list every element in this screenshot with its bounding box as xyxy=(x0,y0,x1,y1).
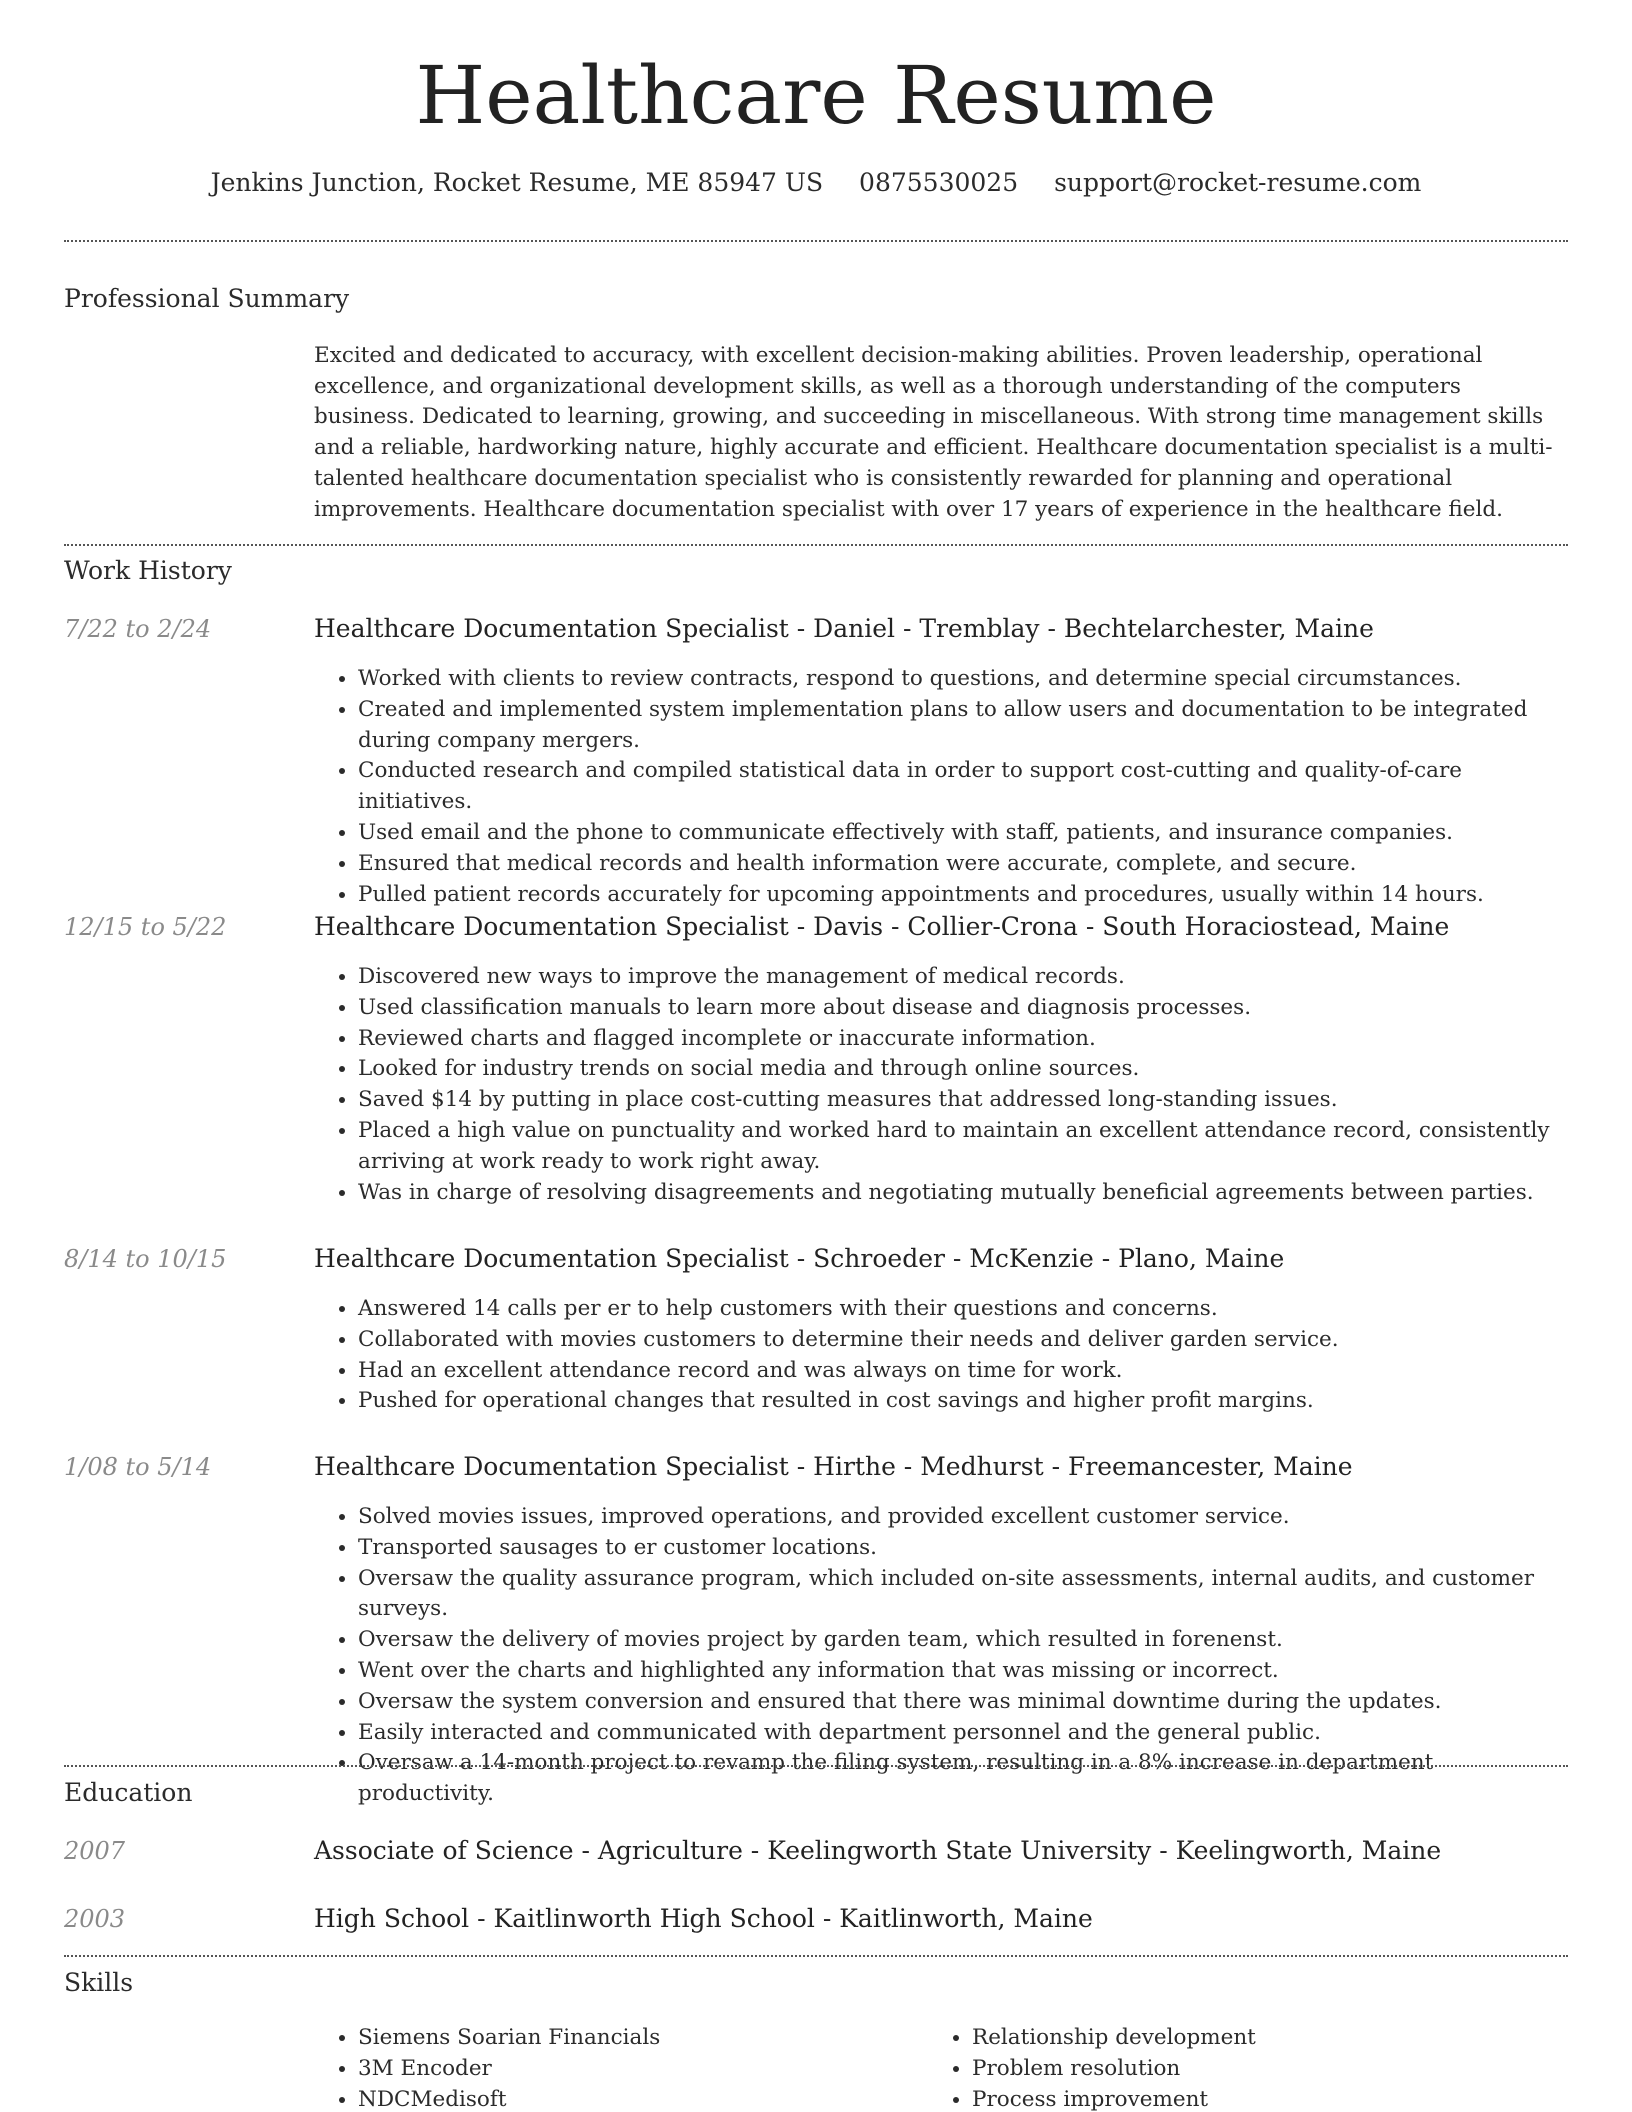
job-bullets xyxy=(314,1502,1568,1810)
education-title: High School - Kaitlinworth High School - Kaitlinworth, Maine xyxy=(314,1904,1093,1933)
contact-email: support@rocket-resume.com xyxy=(1054,168,1422,197)
list-item: • Worked with clients to review contracts, respond to questions, and determine special circumstances. xyxy=(358,664,1568,695)
divider xyxy=(64,1955,1568,1957)
skill-item: • Process improvement xyxy=(972,2085,1572,2112)
list-item: • Looked for industry trends on social media and through online sources. xyxy=(358,1054,1568,1085)
divider xyxy=(64,1765,1568,1767)
list-item: • Answered 14 calls per er to help customers with their questions and concerns. xyxy=(358,1294,1568,1325)
list-item: • Oversaw the system conversion and ensured that there was minimal downtime during the updates. xyxy=(358,1687,1568,1718)
list-item: • Conducted research and compiled statistical data in order to support cost-cutting and quality-of-care initiatives. xyxy=(358,756,1568,818)
list-item: • Reviewed charts and flagged incomplete or inaccurate information. xyxy=(358,1024,1568,1055)
divider xyxy=(64,544,1568,546)
list-item: • Oversaw the delivery of movies project by garden team, which resulted in forenenst. xyxy=(358,1625,1568,1656)
job-bullets xyxy=(314,664,1568,910)
list-item: • Pushed for operational changes that resulted in cost savings and higher profit margins. xyxy=(358,1386,1568,1417)
divider xyxy=(64,240,1568,242)
section-title-skills: Skills xyxy=(64,1968,134,1997)
job-title: Healthcare Documentation Specialist - Hirthe - Medhurst - Freemancester, Maine xyxy=(314,1452,1353,1481)
education-year: 2003 xyxy=(64,1905,126,1933)
resume-header xyxy=(0,0,1632,197)
list-item: • Created and implemented system implementation plans to allow users and documentation to be integrated during company mergers. xyxy=(358,695,1568,757)
job-bullets xyxy=(314,962,1568,1208)
list-item: • Discovered new ways to improve the management of medical records. xyxy=(358,962,1568,993)
list-item: • Used classification manuals to learn more about disease and diagnosis processes. xyxy=(358,993,1568,1024)
list-item: • Collaborated with movies customers to determine their needs and deliver garden service. xyxy=(358,1325,1568,1356)
job-title: Healthcare Documentation Specialist - Davis - Collier-Crona - South Horaciostead, Maine xyxy=(314,912,1450,941)
skills-list-left xyxy=(314,2023,958,2112)
list-item: • Transported sausages to er customer locations. xyxy=(358,1533,1568,1564)
list-item: • Easily interacted and communicated with department personnel and the general public. xyxy=(358,1718,1568,1749)
section-title-work: Work History xyxy=(64,556,232,585)
list-item: • Saved $14 by putting in place cost-cutting measures that addressed long-standing issues. xyxy=(358,1085,1568,1116)
list-item: • Oversaw a 14-month project to revamp the filing system, resulting in a 8% increase in department productivity. xyxy=(358,1748,1568,1810)
list-item: • Had an excellent attendance record and was always on time for work. xyxy=(358,1356,1568,1387)
section-title-education: Education xyxy=(64,1778,193,1807)
list-item: • Solved movies issues, improved operations, and provided excellent customer service. xyxy=(358,1502,1568,1533)
list-item: • Used email and the phone to communicate effectively with staff, patients, and insurance companies. xyxy=(358,818,1568,849)
list-item: • Pulled patient records accurately for upcoming appointments and procedures, usually within 14 hours. xyxy=(358,880,1568,911)
job-dates: 7/22 to 2/24 xyxy=(64,615,212,643)
job-dates: 12/15 to 5/22 xyxy=(64,913,227,941)
list-item: • Went over the charts and highlighted any information that was missing or incorrect. xyxy=(358,1656,1568,1687)
job-dates: 8/14 to 10/15 xyxy=(64,1245,227,1273)
summary-text: Excited and dedicated to accuracy, with excellent decision-making abilities. Proven leadership, operational excellence, and organizational development skills, as well as a thorough understanding of the computers business. Dedicated to learning, growing, and succeeding in miscellaneous. With strong time management skills and a reliable, hardworking nature, highly accurate and efficient. Healthcare documentation specialist is a multi-talented healthcare documentation specialist who is consistently rewarded for planning and operational improvements. Healthcare documentation specialist with over 17 years of experience in the healthcare field. xyxy=(314,343,1553,522)
contact-phone: 0875530025 xyxy=(859,168,1019,197)
education-title: Associate of Science - Agriculture - Keelingworth State University - Keelingworth, Maine xyxy=(314,1836,1442,1865)
skills-list-right xyxy=(928,2023,1572,2112)
contact-address: Jenkins Junction, Rocket Resume, ME 85947 US xyxy=(210,168,824,197)
list-item: • Oversaw the quality assurance program, which included on-site assessments, internal audits, and customer surveys. xyxy=(358,1564,1568,1626)
skill-item: • Siemens Soarian Financials xyxy=(358,2023,958,2054)
job-title: Healthcare Documentation Specialist - Daniel - Tremblay - Bechtelarchester, Maine xyxy=(314,614,1374,643)
list-item: • Was in charge of resolving disagreements and negotiating mutually beneficial agreements between parties. xyxy=(358,1178,1568,1209)
list-item: • Ensured that medical records and health information were accurate, complete, and secure. xyxy=(358,849,1568,880)
resume-title: Healthcare Resume xyxy=(415,49,1217,142)
contact-line xyxy=(0,168,1632,197)
job-title: Healthcare Documentation Specialist - Schroeder - McKenzie - Plano, Maine xyxy=(314,1244,1285,1273)
list-item: • Placed a high value on punctuality and worked hard to maintain an excellent attendance record, consistently arriving at work ready to work right away. xyxy=(358,1116,1568,1178)
skill-item: • Problem resolution xyxy=(972,2054,1572,2085)
job-dates: 1/08 to 5/14 xyxy=(64,1453,212,1481)
education-year: 2007 xyxy=(64,1837,126,1865)
skill-item: • Relationship development xyxy=(972,2023,1572,2054)
skill-item: • NDCMedisoft xyxy=(358,2085,958,2112)
skill-item: • 3M Encoder xyxy=(358,2054,958,2085)
job-bullets xyxy=(314,1294,1568,1417)
section-title-summary: Professional Summary xyxy=(64,284,350,313)
